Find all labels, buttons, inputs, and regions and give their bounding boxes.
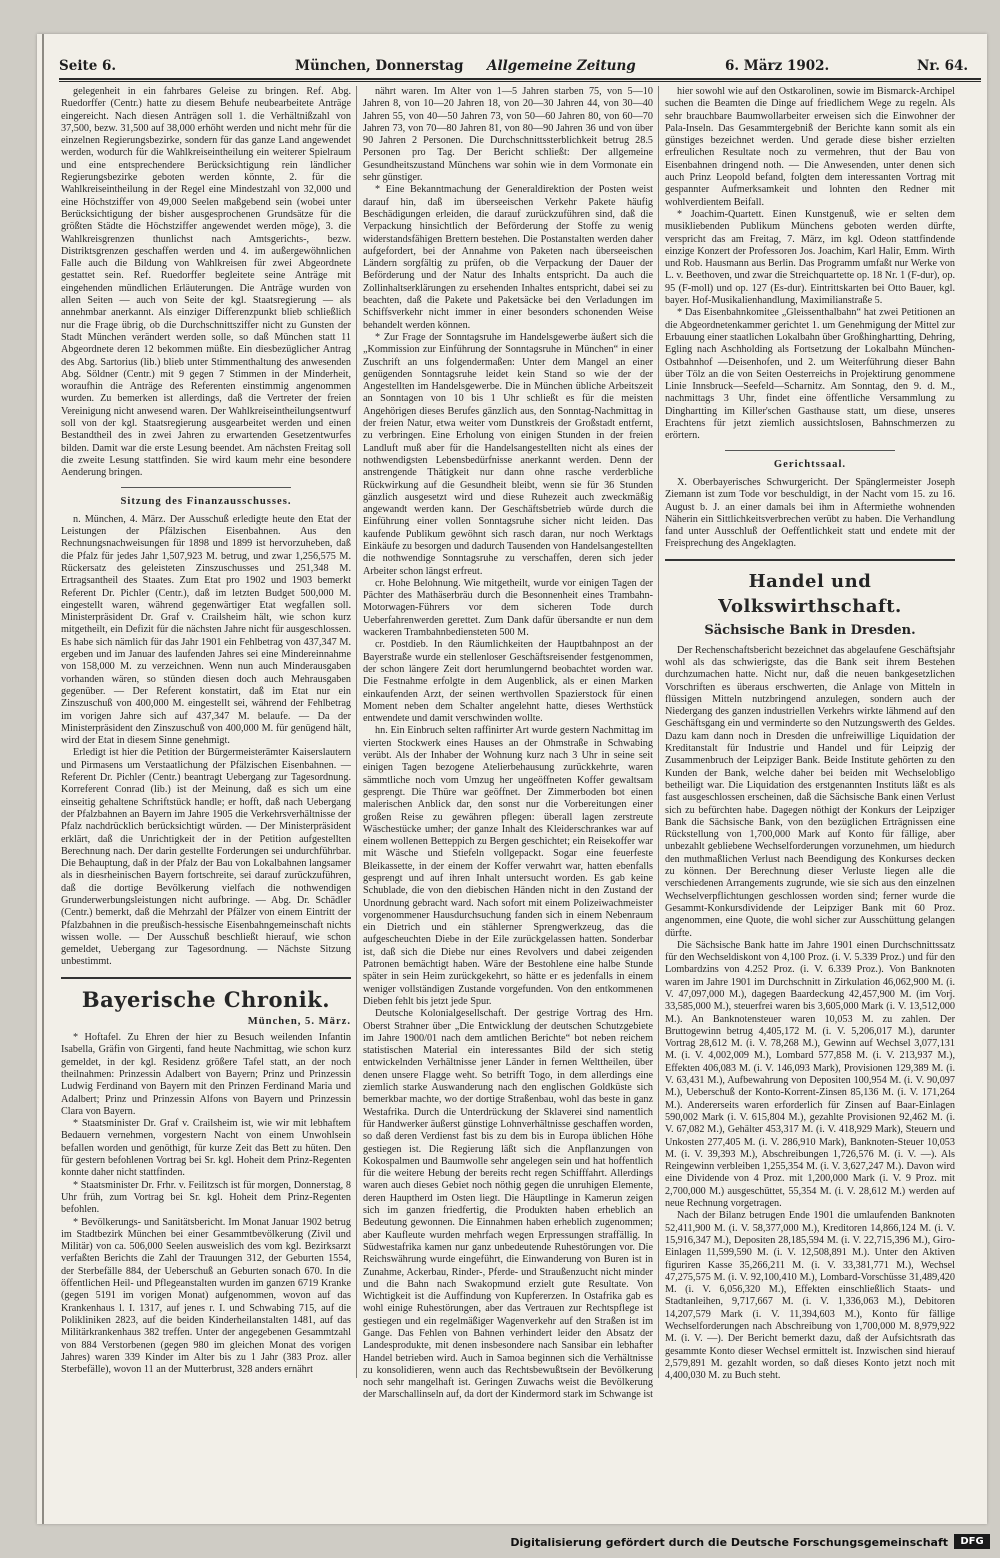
footer (0, 1528, 1000, 1558)
article-paragraph: hier sowohl wie auf den Ostkarolinen, sowie im Bismarck-Archipel suchen die Beamten die Dinge auf friedlichem Wege zu regeln. Als sehr brauchbare Baumwollarbeiter erweisen sich die Einwohner der Pala-Inseln. Das Gesammtergebniß der Berichte kann somit als ein günstiges bezeichnet werden. Und gerade diese bisher erzielten erfreulichen Resultate noch zu vermehren, thut der Bau von Eisenbahnen dringend noth. — Die Anwesenden, unter denen sich auch Prinz Leopold befand, folgten dem interessanten Vortrag mit gespannter Aufmerksamkeit und lohnten den Redner mit wohlverdientem Beifall. (665, 86, 955, 208)
masthead (59, 56, 981, 78)
article-paragraph: cr. Hohe Belohnung. Wie mitgetheilt, wurde vor einigen Tagen der Pächter des Mathäserbräu durch die Besonnenheit eines Trambahn-Motorwagen-Führers vor dem sicheren Tode durch Ueberfahrenwerden gerettet. Zum Dank dafür übersandte er nun dem wackeren Trambahnbediensteten 500 M. (363, 577, 653, 639)
article-paragraph: n. München, 4. März. Der Ausschuß erledigte heute den Etat der Leistungen der Pfälzischen Eisenbahnen. Aus den Rechnungsnachweisungen für 1898 und 1899 ist hervorzuheben, daß die Pfalz für jedes Jahr 1,507,923 M. betrug, und zwar 1,256,575 M. Rückersatz des geleisteten Zinszuschusses und 251,348 M. Ertragsantheil des Staates. Zum Etat pro 1902 und 1903 bemerkt Referent Dr. Pichler (Centr.), daß im letzten Budget 500,000 M. eingestellt waren, während gegenwärtiger Etat wegfallen soll. Ministerpräsident Dr. Graf v. Crailsheim hält, wie schon kurz mitgetheilt, ein Defizit für die nächsten Jahre nicht für ausgeschlossen. Es habe sich nämlich für das Jahr 1901 ein Fehlbetrag von 437,347 M. ergeben und im Januar des laufenden Jahres sei eine Mindereinnahme von 158,000 M. zu verzeichnen. Wenn nun auch Minderausgaben vorhanden wären, so stünden diesen doch auch Mehrausgaben gegenüber. — Der Referent konstatirt, daß im Etat nur ein Zinszuschuß von 400,000 M. eingestellt sei, während der Fehlbetrag im vorigen Jahre sich auf 437,347 M. belaufe. — Da der Ministerpräsident den Zinszuschuß von 400,000 M. für genügend hält, wird der Etat in diesem Sinne genehmigt. (61, 513, 351, 747)
article-paragraph: cr. Postdieb. In den Räumlichkeiten der Hauptbahnpost an der Bayerstraße wurde ein stellenloser Geschäftsreisender festgenommen, der schon längere Zeit dort herumlungernd beobachtet worden war. Die Festnahme erfolgte in dem Augenblick, als er einen Marken einkaufenden Arzt, der seinen werthvollen Spazierstock für einen Moment neben dem Schalter angelehnt hatte, dieses Werthstück entwendete und damit verschwinden wollte. (363, 639, 653, 725)
section-title-handel: Handel und Volkswirthschaft. (718, 570, 902, 617)
section-title-bayerische-chronik: Bayerische Chronik. (81, 986, 331, 1012)
dfg-logo: DFG (954, 1534, 990, 1549)
column-2 (363, 86, 653, 1401)
masthead-rule (59, 78, 981, 80)
column-1 (61, 86, 351, 1378)
article-paragraph: * Eine Bekanntmachung der Generaldirektion der Posten weist darauf hin, daß im überseeischen Verkehr Pakete häufig Beschädigungen erleiden, die darauf zurückzuführen sind, daß die Verpackung hinsichtlich der Beförderung der Stoffe zu wenig widerstandsfähigen Brettern bestehen. Die Postanstalten werden daher aufgefordert, bei der Annahme von Paketen nach überseeischen Ländern sorgfältig zu prüfen, ob die Verpackung der Dauer der Beförderung und der Natur des Inhalts entspricht. Da auch die Zollinhaltserklärungen zu ersehenden Inhaltes entspricht, dabei sei zu beachten, daß die Pakete und Paketsäcke bei den Verladungen im Schiffsverkehr nicht immer in einer besonders schonenden Weise behandelt werden können. (363, 184, 653, 331)
page-number: Seite 6. (59, 58, 117, 74)
section-divider (121, 487, 291, 488)
article-paragraph: Deutsche Kolonialgesellschaft. Der gestrige Vortrag des Hrn. Oberst Strahner über „Die Entwicklung der deutschen Schutzgebiete im Jahre 1900/01 nach dem amtlichen Berichte“ bot neben reichem statistischen Material ein interessantes Bild der sich stetig entwickelnden Verhältnisse jener Länder in fernen Welttheilen, über denen unsere Flagge weht. So betrifft Togo, in dem allerdings eine ziemlich starke Auswanderung nach den englischen Goldküste sich bemerkbar machte, wo der dortige Straßenbau, wohl das beste in ganz Westafrika. Durch die Unterdrückung der Sklaverei sind namentlich für Handwerker äußerst günstige Lohnverhältnisse geschaffen worden, so daß deren Verdienst fast bis zu dem bis in Europa üblichen Höhe gestiegen ist. Die Regierung läßt sich die Anpflanzungen von Kokospalmen und Baumwolle sehr angelegen sein und hat hoffentlich für die weitere Hebung der bereits recht regen Schifffahrt. Allerdings waren auch dieses Gebiet noch nöthig gegen die unruhigen Elemente, deren Hauptherd im Osten liegt. Die Häuptlinge in Kamerun zeigen sich im ganzen friedfertig, die Produkten haben erheblich an Bedeutung gewonnen. Die Einnahmen haben erheblich zugenommen; aber Kaufleute wurden mehrfach wegen Erpressungen straffällig. In Südwestafrika kamen nur ganz unbedeutende Ruhestörungen vor. Die Reichswährung wurde eingeführt, die Einwanderung von Buren ist in Zunahme, Ackerbau, Rinder-, Pferde- und Straußenzucht nicht minder und die Bahn nach Swakopmund erzielt gute Resultate. Von Wichtigkeit ist die Auffindung von Kupfererzen. In Ostafrika gab es wohl einige Ruhestörungen, aber das Vertrauen zur Rechtspflege ist gestiegen und ein regelmäßiger Wagenverkehr auf den Straßen ist im Gange. Das Fehlen von Bahnen verhindert leider den Absatz der Landesprodukte, mit denen insbesondere nach Sansibar ein lebhafter Handel betrieben wird. Auch in Samoa beginnen sich die Verhältnisse zu konsolidieren, wenn auch das Rechtsbewußtsein der Bevölkerung noch sehr mangelhaft ist. Geringen Zuwachs weist die Bevölkerung der Marschallinseln auf, da dort der Kindermord stark im Schwange ist (363, 1008, 653, 1401)
issue-number: Nr. 64. (917, 58, 969, 74)
column-3 (665, 86, 955, 1382)
article-heading: Sächsische Bank in Dresden. (704, 622, 916, 638)
article-paragraph: * Joachim-Quartett. Einen Kunstgenuß, wie er selten dem musikliebenden Publikum Münchens geboten werden dürfte, verspricht das am Freitag, 7. März, im kgl. Odeon stattfindende einzige Konzert der Professoren Jos. Joachim, Karl Halir, Emm. Wirth und Rob. Hausmann aus Berlin. Das Programm umfaßt nur Werke von L. v. Beethoven, und zwar die Streichquartette op. 18 Nr. 1 (F-dur), op. 95 (F-moll) und op. 127 (Es-dur). Eintrittskarten bei Otto Bauer, kgl. bayer. Hof-Musikalienhandlung, Maximilianstraße 5. (665, 208, 955, 307)
page-edge-line (42, 34, 44, 1524)
article-paragraph: Die Sächsische Bank hatte im Jahre 1901 einen Durchschnittssatz für den Wechseldiskont von 4,100 Proz. (i. V. 5.339 Proz.) und für den Lombardzins von 4.252 Proz. (i. V. 6.339 Proz.). Von Banknoten waren im Jahre 1901 im Durchschnitt in Zirkulation 46,062,900 M. (i. V. 47,097,000 M.), dagegen Baardeckung 42,457,900 M. (im Vorj. 33,585,000 M.), steuerfrei waren bis 3,605,000 Mark (i. V. 13,512,000 M.). An Banknotensteuer waren 10,053 M. zu zahlen. Der Bruttogewinn betrug 4,405,172 M. (i. V. 5,206,017 M.), darunter Vortrag 28,612 M. (i. V. 78,268 M.), Gewinn auf Wechsel 3,077,131 M. (i. V. 4,002,009 M.), Lombard 577,858 M. (i. V. 213,937 M.), Effekten 406,083 M. (i. V. 146,093 Mark), Provisionen 129,389 M. (i. V. 63,431 M.), Aufbewahrung von Depositen 100,954 M. (i. V. 90,097 M.), Ueberschuß der Konto-Korrent-Zinsen 85,136 M. (i. V. 171,264 M.). Andererseits waren erforderlich für Zinsen auf Baar-Einlagen 590,002 Mark (i. V. 615,804 M.), gezahlte Provisionen 92,462 M. (i. V. 67,082 M.), Gehälter 453,317 M. (i. V. 418,929 Mark), Steuern und Unkosten 277,405 M. (i. V. 286,910 Mark), Banknoten-Steuer 10,053 M. (i. V. 39,393 M.), Abschreibungen 1,726,576 M. (i. V. —). Als Reingewinn verbleiben 1,255,354 M. (i. V. 3,627,247 M.). Davon wird eine Dividende von 4 Proz. mit 1,200,000 Mark (i. V. 9 Proz. mit 2,700,000 M.) ausgeschüttet, 55,354 M. (i. V. 28,612 M.) werden auf neue Rechnung vorgetragen. (665, 939, 955, 1210)
newspaper-title: Allgemeine Zeitung (487, 58, 636, 74)
section-divider (725, 450, 895, 451)
place-day: München, Donnerstag (295, 58, 464, 74)
article-paragraph: Der Rechenschaftsbericht bezeichnet das abgelaufene Geschäftsjahr wohl als das schwierigste, das die Bank seit ihrem Bestehen durchzumachen hatte. Nicht nur, daß die neuen bankgesetzlichen Vorschriften es überaus erschwerten, die Anlage von Mitteln in flüssigen Mitteln nutzbringend anzulegen, sondern auch der Niedergang des ganzen industriellen Verkehrs wirkte lähmend auf den Geschäftsgang ein und verminderte so den Nutzungswerth des Geldes. Dazu kam dann noch in Dresden die unfreiwillige Liquidation der Kreditanstalt für Industrie und Handel und für Leipzig der Zusammenbruch der Leipziger Bank. Beide Institute gehörten zu den Kunden der Bank, welche daher bei beiden mit Wechselobligo betheiligt war. Die Liquidation des erstgenannten Instituts läßt es als fast ausgeschlossen erscheinen, daß die Sächsische Bank einen Verlust sich zu befürchten habe. Dagegen nöthigt der Konkurs der Leipziger Bank die Sächsische Bank, von den bezüglichen Erträgnissen eine Rückstellung von 1,700,000 Mark auf Konto für fällige, aber unbezahlt gebliebene Wechselforderungen vorzunehmen, um hiedurch den muthmaßlichen Verlust nach Beendigung des Konkurses decken zu können. Der Berechnung dieser Verluste liegen alle die verschiedenen Arrangements zugrunde, wie sie sich aus den einzelnen Wechselverpflichtungen geschlossen worden sind; ferner wurde die Gesammt-Konkursdividende der Leipziger Bank mit 60 Proz. angenommen, eine Quote, die wohl sicher zur Ausschüttung gelangen dürfte. (665, 644, 955, 939)
article-paragraph: gelegenheit in ein fahrbares Geleise zu bringen. Ref. Abg. Ruedorffer (Centr.) hatte zu diesem Behufe neubearbeitete Anträge eingereicht. Nach diesen Anträgen soll 1. die Verhältnißzahl von 37,500, bezw. 31,500 auf 38,000 erhöht werden und nicht mehr für die einzelnen Regierungsbezirke, sondern für das ganze Land angewendet werden, wodurch für die Wahlkreiseintheilung ein weiterer Spielraum und eine entsprechendere Berücksichtigung rein ländlicher Regierungsbezirke geboten werden könnte, 2. für die Wahlkreiseintheilung in der Regel eine Mindestzahl von 32,000 und eine Höchstziffer von 49,000 Seelen maßgebend sein (wobei unter Berücksichtigung der bisher ausgesprochenen Grundsätze für die größten Städte die Höchstziffer angewendet werden möge), 3. die Wahlkreisgrenzen thunlichst nach Amtsgerichts-, bezw. Distriktsgrenzen geschaffen werden und 4. im außergewöhnlichen Falle auch die Bildung von Wahlkreisen für zwei Abgeordnete gestattet sein. Ref. Ruedorffer begleitete seine Anträge mit eingehenden mündlichen Erläuterungen. Die Anträge wurden von allen Seiten — auch von Seite der kgl. Staatsregierung — als annehmbar anerkannt. Als einziger Differenzpunkt blieb schließlich nur die Frage übrig, ob die Durchschnittsziffer nicht zu Gunsten der Stadt München verändert werden solle, so daß München statt 11 Abgeordnete deren 12 bekommen müßte. Ein diesbezüglicher Antrag des Abg. Sartorius (lib.) blieb unter Stimmenthaltung des anwesenden Abg. Söldner (Centr.) mit 9 gegen 7 Stimmen in der Minderheit, woraufhin die Anträge des Referenten einstimmig angenommen wurden. Zu bemerken ist allerdings, daß die Vertreter der freien Vereinigung nicht anwesend waren. Der Wahlkreiseintheilungsentwurf soll von der kgl. Staatsregierung ausgearbeitet werden und einen Bestandtheil des in zwei Jahren zu erwartenden Gesetzentwurfes bilden. Damit war die erste Lesung beendet. Am nächsten Freitag soll die zweite Lesung stattfinden. Sie wird kaum mehr eine besondere Aenderung bringen. (61, 86, 351, 479)
masthead-rule-thin (59, 81, 981, 82)
article-paragraph: hn. Ein Einbruch selten raffinirter Art wurde gestern Nachmittag im vierten Stockwerk eines Hauses an der Ohmstraße in Schwabing verübt. Als der Inhaber der Wohnung kurz nach 3 Uhr in seine seit einigen Tagen bezogene Atelierbehausung zurückkehrte, waren sämmtliche noch vom Umzug her ungeöffneten Koffer gewaltsam gesprengt. Die Thüre war geöffnet. Der Zimmerboden bot einen malerischen Anblick dar, den sonst nur die Vorbereitungen einer großen Reise zu gewähren pflegen: überall lagen zerstreute Wäschestücke umher; der ganze Inhalt des Kleiderschrankes war auf einem wollenen Betteppich zu Bergen geschichtet; ein Reisekoffer war mit Wäsche und Stiefeln vollgepackt. Sogar eine feuerfeste Bleikassette, in der einem der Koffer verwahrt war, hatten ebenfalls gesprengt und auf ihren Inhalt untersucht worden. Es gab keine Schublade, die von den diebischen Händen nicht in den Zustand der Unordnung gebracht ward. Nach sofort mit einem Polizeiwachmeister vorgenommener Hausdurchsuchung fanden sich in einem Nebenraum ein Dietrich und ein stählerner Sprengwerkzeug, das die aufgescheuchten Diebe in der Eile zurückgelassen hatten. Sonderbar ist, daß sich die Diebe nur eines Revolvers und dabei zeigenden Patronen bemächtigt haben. Wäre der Bestohlene eine halbe Stunde später in sein Heim zurückgekehrt, so hätte er es jedenfalls in einem weniger vollständigen Zustande vorgefunden. Von den entkommenen Dieben fehlt bis jetzt jede Spur. (363, 725, 653, 1007)
article-paragraph: * Zur Frage der Sonntagsruhe im Handelsgewerbe äußert sich die „Kommission zur Einführung der Sonntagsruhe in München“ in einer Zuschrift an uns folgendermaßen: Unter dem Mangel an einer genügenden Sonntagsruhe leidet kein Stand so wie der der Angestellten im Handelsgewerbe. Die in München übliche Arbeitszeit an Sonntagen von 10 bis 1 Uhr schließt es für die meisten Angehörigen dieses Berufes gänzlich aus, den Sonntag-Nachmittag in der freien Natur, etwa weiter vom Dunstkreis der Großstadt entfernt, zu verbringen. Eine Erholung von einigen Stunden in der freien Landluft muß aber für die Handelsangestellten nicht als eines der nothwendigsten Lebensbedürfnisse anerkannt werden. Denn der anstrengende Thätigkeit nur dann ohne rasche verderbliche Rückwirkung auf die Gesundheit bleibt, wenn sie für 36 Stunden gänzlich ausgesetzt wird und diese Ruhezeit auch zweckmäßig angewandt werden kann. Der Geschäftsbetrieb würde durch die Einführung einer vollen Sonntagsruhe sicher nicht leiden. Das kaufende Publikum gewöhnt sich rasch daran, nur noch Werktags Einkäufe zu besorgen und dadurch Tausenden von Handelsangestellten die nothwendige Sonntagsruhe zu verschaffen, deren sich jeder Arbeiter schon längst erfreut. (363, 331, 653, 577)
article-paragraph: nährt waren. Im Alter von 1—5 Jahren starben 75, von 5—10 Jahren 8, von 10—20 Jahren 18, von 20—30 Jahren 44, von 30—40 Jahren 55, von 40—50 Jahren 73, von 50—60 Jahren 80, von 60—70 Jahren 73, von 70—80 Jahren 81, von 80—90 Jahren 36 und von über 90 Jahren 2 Personen. Die Durchschnittssterblichkeit betrug 28.5 Personen pro Tag. Der Bericht schließt: Der allgemeine Gesundheitszustand Münchens war sohin wie in dem Vormonate ein sehr günstiger. (363, 86, 653, 184)
article-paragraph: X. Oberbayerisches Schwurgericht. Der Spänglermeister Joseph Ziemann ist zum Tode vor beschuldigt, in der Nacht vom 15. zu 16. August b. J. an einer damals bei ihm in Aftermiethe wohnenden Näherin ein Sittlichkeitsverbrechen verübt zu haben. Die Verhandlung fand unter Ausschluß der Oeffentlichkeit statt und endete mit der Freisprechung des Angeklagten. (665, 476, 955, 550)
newspaper-page (37, 34, 987, 1524)
article-paragraph: Erledigt ist hier die Petition der Bürgermeisterämter Kaiserslautern und Pirmasens um Verstaatlichung der Pfälzischen Eisenbahnen. — Referent Dr. Pichler (Centr.) beantragt Uebergang zur Tagesordnung. Korreferent Conrad (lib.) ist der Meinung, daß es sich um eine einseitig gehaltene Schriftstück handle; er hofft, daß nach Uebergang der Pfalzbahnen an Bayern im Jahre 1905 die Verkehrsverhältnisse der Pfalz nachdrücklich berücksichtigt würden. — Der Ministerpräsident erklärt, daß die Unrichtigkeit der in der Petition aufgestellten Berechnung nach. Der darin gestellte Forderungen sei undurchführbar. Die Behauptung, daß in der Pfalz der Bau von Lokalbahnen langsamer als in diesrheinischen Bayern fortschreite, sei darauf zurückzuführen, daß die dortige Bevölkerung vielfach die nothwendigen Grunderwerbungsleistungen nicht aufbringe. — Abg. Dr. Schädler (Centr.) bemerkt, daß die Mehrzahl der Pfälzer von einem Eintritt der Pfalzbahnen in die preußisch-hessische Eisenbahngemeinschaft nichts wissen wolle. — Der Ausschuß beschließt hierauf, wie schon gemeldet, Uebergang zur Tagesordnung. — Nächste Sitzung unbestimmt. (61, 747, 351, 968)
article-paragraph: * Bevölkerungs- und Sanitätsbericht. Im Monat Januar 1902 betrug im Stadtbezirk München bei einer Gesammtbevölkerung (Zivil und Militär) von ca. 506,000 Seelen ausweislich des vom kgl. Bezirksarzt verfaßten Berichts die Zahl der Trauungen 312, der Geburten 1554, der Sterbefälle 884, der Ueberschuß an Geburten sonach 670. In die öffentlichen Heil- und Pflegeanstalten wurden im ganzen 6719 Kranke (gegen 5191 im vorigen Monat) aufgenommen, wovon auf das Krankenhaus l. I. 1317, auf jenes r. I. und Schwabing 715, auf die Polikliniken 2823, auf die beiden Kinderheilanstalten 1481, auf das Militärkrankenhaus 382 treffen. Unter der angegebenen Gesammtzahl von 884 Verstorbenen (gegen 980 im gleichen Monat des vorigen Jahres) waren 339 Kinder im Alter bis zu 1 Jahr (383 Proz. aller Sterbefälle), wovon 11 an der Mutterbrust, 328 anders ernährt (61, 1216, 351, 1376)
column-rule (356, 86, 357, 1378)
section-heading: Sitzung des Finanzausschusses. (120, 495, 292, 507)
column-rule (658, 86, 659, 1378)
article-paragraph: * Staatsminister Dr. Frhr. v. Feilitzsch ist für morgen, Donnerstag, 8 Uhr früh, zum Vortrag bei Sr. kgl. Hoheit dem Prinz-Regenten befohlen. (61, 1179, 351, 1216)
section-rule (61, 977, 351, 979)
section-rule (665, 559, 955, 561)
section-heading-gerichtssaal: Gerichtssaal. (773, 458, 847, 470)
article-paragraph: * Staatsminister Dr. Graf v. Crailsheim ist, wie wir mit lebhaftem Bedauern vernehmen, vorgestern Nacht von einem Unwohlsein befallen worden und genöthigt, für kurze Zeit das Bett zu hüten. Den für gestern befohlenen Vortrag bei Sr. kgl. Hoheit dem Prinz-Regenten konnte daher nicht stattfinden. (61, 1118, 351, 1179)
article-paragraph: Nach der Bilanz betrugen Ende 1901 die umlaufenden Banknoten 52,411,900 M. (i. V. 58,377,000 M.), Kreditoren 14,866,124 M. (i. V. 15,916,347 M.), Depositen 28,185,594 M. (i. V. 22,715,396 M.), Giro-Einlagen 11,599,590 M. (i. V. 12,508,891 M.). Unter den Aktiven figuriren Kasse 35,266,211 M. (i. V. 33,381,771 M.), Wechsel 47,275,575 M. (i. V. 92,100,410 M.), Lombard-Vorschüsse 31,489,420 M. (i. V. 6,056,320 M.), Effekten einschließlich Staats- und Stadtanleihen, 9,717,667 M. (i. V. 1,336,063 M.), Debitoren 14,207,579 Mark (i. V. 11,394,603 M.), Konto für fällige Wechselforderungen nach Abschreibung von 1,700,000 M. 8,979,922 M. (i. V. —). Der Bericht bemerkt dazu, daß der Aufsichtsrath das gesammte Konto dieser Wechsel ermittelt ist. Inzwischen sind hierauf 2,579,891 M. gezahlt worden, so daß dieses Konto jetzt noch mit 4,400,030 M. zu Buch steht. (665, 1210, 955, 1382)
article-paragraph: * Das Eisenbahnkomitee „Gleissenthalbahn“ hat zwei Petitionen an die Abgeordnetenkammer gerichtet 1. um Genehmigung der Mittel zur Erbauung einer staatlichen Lokalbahn über Großhinghartting, Dehring, Egling nach Aschholding als Fortsetzung der Lokalbahn München-Ostbahnhof —Deisenhofen, und 2. um Weiterführung dieser Bahn über Tölz an die von Seiten Oesterreichs in Projektirung genommene Linie Innsbruck—Seefeld—Scharnitz. Am Sonntag, den 9. d. M., nachmittags 3 Uhr, findet eine öffentliche Versammlung zu Dinghartting im Killer'schen Gasthause statt, um diese, unseres Erachtens für jetzt ziemlich aussichtslosen, Bahnschmerzen zu erörtern. (665, 307, 955, 442)
article-paragraph: * Hoftafel. Zu Ehren der hier zu Besuch weilenden Infantin Isabella, Gräfin von Girgenti, fand heute Nachmittag, wie schon kurz gemeldet, in der kgl. Residenz größere Tafel statt, an der noch theilnahmen: Prinzessin Adalbert von Bayern; Prinz und Prinzessin Ludwig Ferdinand von Bayern mit den Prinzen Ferdinand Maria und Adalbert; Prinz und Prinzessin Alfons von Bayern und Prinzessin Clara von Bayern. (61, 1032, 351, 1117)
dateline: München, 5. März. (247, 1015, 351, 1027)
funding-notice: Digitalisierung gefördert durch die Deutsche Forschungsgemeinschaft (510, 1536, 948, 1549)
issue-date: 6. März 1902. (725, 58, 830, 74)
